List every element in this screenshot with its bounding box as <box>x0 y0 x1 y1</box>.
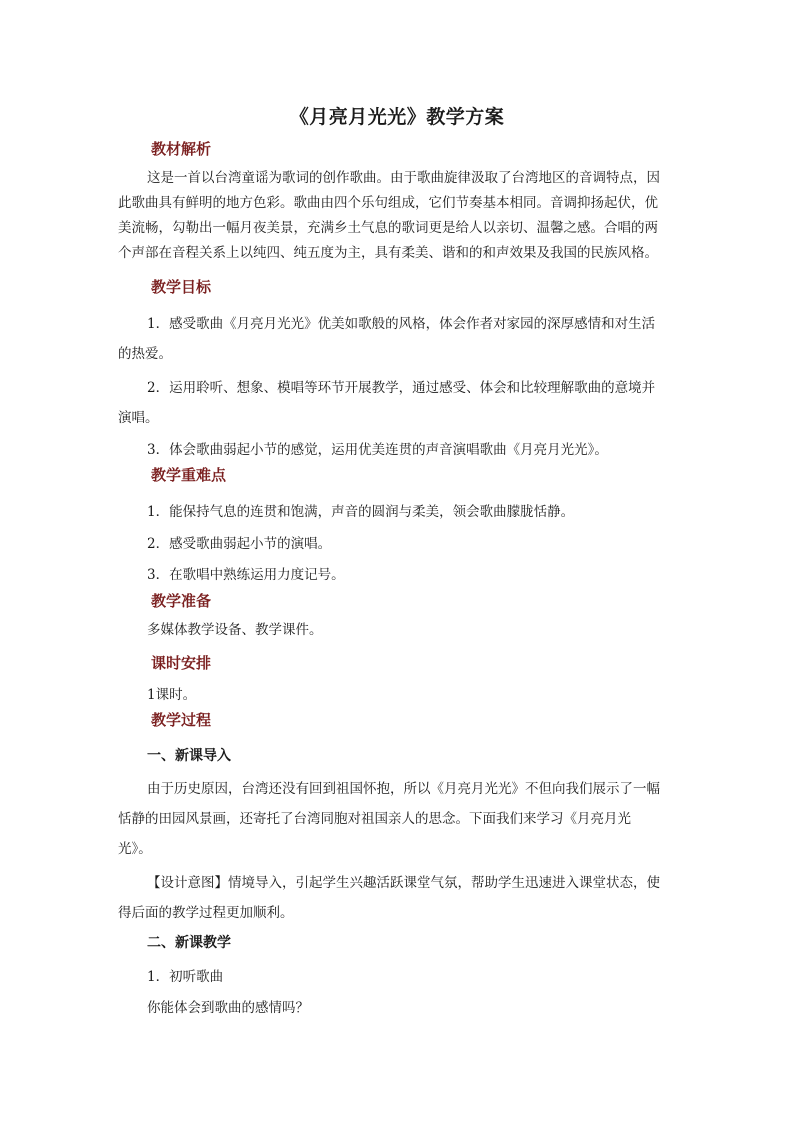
schedule-text: 1课时。 <box>147 687 197 703</box>
goal-item-2-cont: 演唱。 <box>118 410 159 426</box>
paragraph-line: 个声部在音程关系上以纯四、纯五度为主，具有柔美、谐和的和声效果及我国的民族风格。 <box>118 245 658 261</box>
design-intent-line: 得后面的教学过程更加顺利。 <box>118 905 294 921</box>
subheading-new-lesson: 二、新课教学 <box>147 935 231 951</box>
intro-line: 光》。 <box>118 841 152 857</box>
heading-key-points: 教学重难点 <box>151 466 227 484</box>
heading-preparation: 教学准备 <box>151 592 212 610</box>
paragraph-line: 美流畅，勾勒出一幅月夜美景，充满乡土气息的歌词更是给人以亲切、温馨之感。合唱的两 <box>118 220 658 236</box>
paragraph-line: 此歌曲具有鲜明的地方色彩。歌曲由四个乐句组成，它们节奏基本相同。音调抑扬起伏，优 <box>118 195 658 211</box>
intro-line: 由于历史原因，台湾还没有回到祖国怀抱，所以《月亮月光光》不但向我们展示了一幅 <box>147 781 660 797</box>
preparation-text: 多媒体教学设备、教学课件。 <box>147 622 323 638</box>
key-point-1: 1．能保持气息的连贯和饱满，声音的圆润与柔美，领会歌曲朦胧恬静。 <box>147 504 575 520</box>
goal-item-1-cont: 的热爱。 <box>118 346 172 362</box>
goal-item-2: 2．运用聆听、想象、模唱等环节开展教学，通过感受、体会和比较理解歌曲的意境并 <box>147 380 656 396</box>
goal-item-1: 1．感受歌曲《月亮月光光》优美如歌般的风格，体会作者对家园的深厚感情和对生活 <box>147 316 656 332</box>
design-intent-line: 【设计意图】情境导入，引起学生兴趣活跃课堂气氛，帮助学生迅速进入课堂状态，使 <box>147 875 660 891</box>
question-line: 你能体会到歌曲的感情吗？ <box>147 1000 309 1016</box>
paragraph-line: 这是一首以台湾童谣为歌词的创作歌曲。由于歌曲旋律汲取了台湾地区的音调特点，因 <box>147 170 660 186</box>
heading-process: 教学过程 <box>151 711 212 729</box>
step-first-listen: 1．初听歌曲 <box>147 969 224 985</box>
key-point-2: 2．感受歌曲弱起小节的演唱。 <box>147 536 332 552</box>
goal-item-3: 3．体会歌曲弱起小节的感觉，运用优美连贯的声音演唱歌曲《月亮月光光》。 <box>147 442 608 458</box>
heading-schedule: 课时安排 <box>151 654 212 672</box>
heading-teaching-goals: 教学目标 <box>151 278 212 296</box>
key-point-3: 3．在歌唱中熟练运用力度记号。 <box>147 567 345 583</box>
subheading-intro: 一、新课导入 <box>147 748 231 764</box>
intro-line: 恬静的田园风景画，还寄托了台湾同胞对祖国亲人的思念。下面我们来学习《月亮月光 <box>118 811 631 827</box>
heading-textbook-analysis: 教材解析 <box>151 140 212 158</box>
document-title: 《月亮月光光》教学方案 <box>289 106 505 128</box>
